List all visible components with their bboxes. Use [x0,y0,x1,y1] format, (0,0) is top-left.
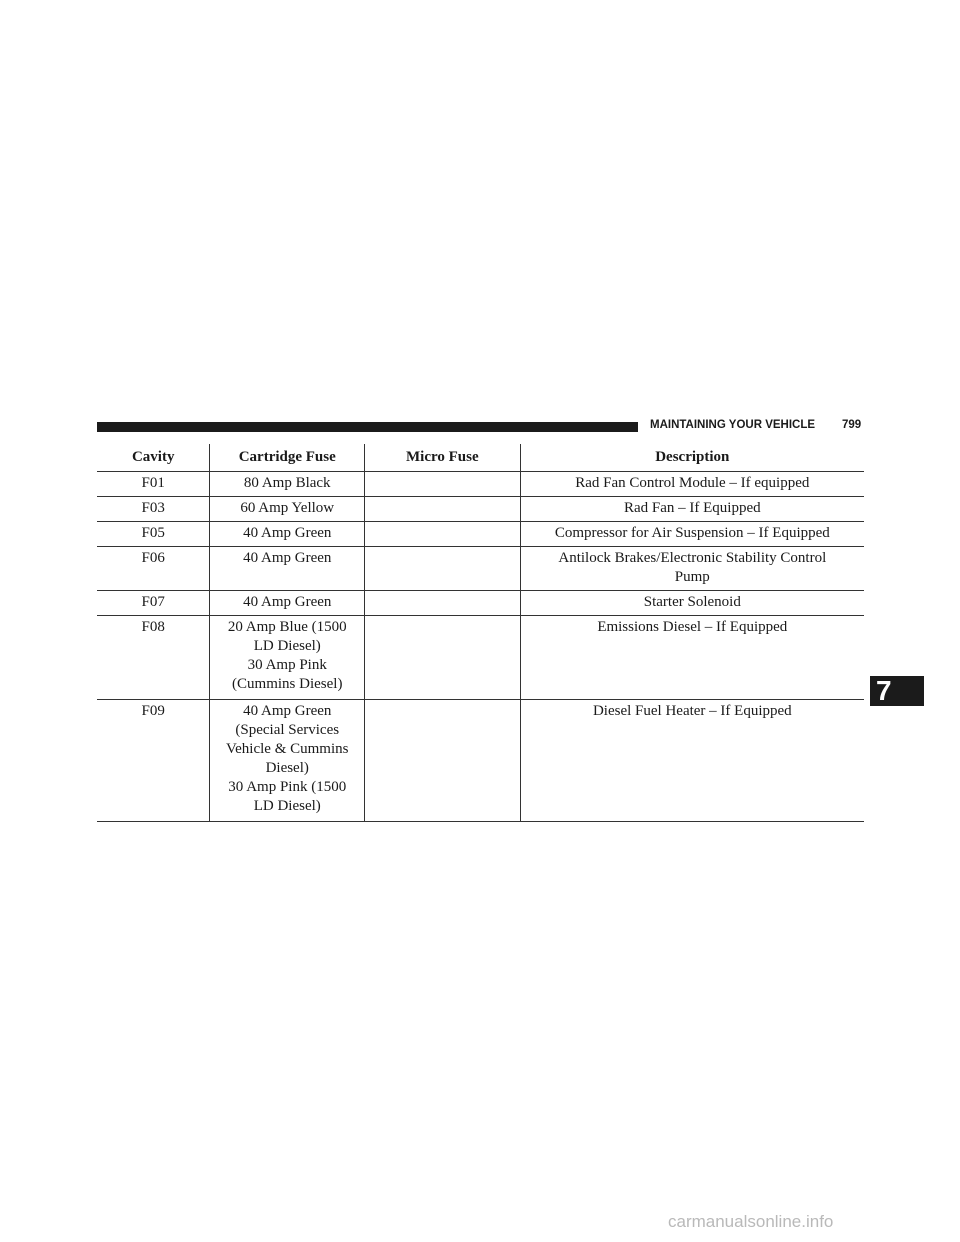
table-row [97,616,864,700]
cell-cartridge-fuse [210,472,365,497]
table-row [97,472,864,497]
fuse-table [97,444,864,822]
cell-description-line: Diesel Fuel Heater – If Equipped [592,703,792,719]
page-number: 799 [842,419,862,431]
cell-cartridge-fuse-line: 60 Amp Yellow [240,500,335,516]
header-rule [97,422,638,432]
section-title: MAINTAINING YOUR VEHICLE [650,419,816,431]
cell-cartridge-fuse [210,547,365,591]
cell-cartridge-fuse-line: 30 Amp Pink (1500 [228,779,347,795]
cell-micro-fuse [365,497,521,522]
cell-cartridge-fuse-line: (Cummins Diesel) [232,676,343,692]
cell-cartridge-fuse [210,497,365,522]
cell-micro-fuse [365,591,521,616]
cell-description-line: Rad Fan – If Equipped [623,500,761,516]
column-header-micro-fuse: Micro Fuse [365,444,521,472]
cell-cartridge-fuse-line: 40 Amp Green [243,594,332,610]
cell-description [520,700,864,822]
table-row [97,700,864,822]
cell-description-line: Pump [674,569,710,585]
cell-cartridge-fuse-line: 40 Amp Green [243,703,332,719]
cell-cartridge-fuse-line: 20 Amp Blue (1500 [227,619,347,635]
table-row [97,547,864,591]
cell-micro-fuse [365,472,521,497]
cell-cavity: F06 [141,550,165,566]
column-header-description: Description [520,444,864,472]
cell-cartridge-fuse [210,700,365,822]
cell-cartridge-fuse-line: 40 Amp Green [243,525,332,541]
table-body [97,472,864,822]
cell-cartridge-fuse-line: Vehicle & Cummins [225,741,349,757]
cell-cartridge-fuse [210,522,365,547]
cell-cartridge-fuse-line: 30 Amp Pink [247,657,327,673]
cell-cartridge-fuse [210,591,365,616]
cell-description [520,591,864,616]
cell-cavity: F08 [141,619,165,635]
chapter-tab[interactable]: 7 [870,676,924,706]
cell-cavity: F01 [141,475,165,491]
table-header-row [97,444,864,472]
cell-description [520,472,864,497]
cell-cartridge-fuse-line: 40 Amp Green [243,550,332,566]
cell-description [520,497,864,522]
cell-cavity: F03 [141,500,165,516]
cell-description [520,616,864,700]
column-header-cavity: Cavity [131,449,175,465]
table-row [97,522,864,547]
watermark: carmanualsonline.info [668,1212,834,1231]
cell-description-line: Compressor for Air Suspension – If Equipped [554,525,830,541]
cell-description-line: Antilock Brakes/Electronic Stability Control [558,550,827,566]
cell-cartridge-fuse-line: LD Diesel) [253,638,321,654]
cell-cartridge-fuse-line: Diesel) [265,760,309,776]
cell-micro-fuse [365,547,521,591]
table-row [97,497,864,522]
cell-cavity: F05 [141,525,165,541]
table-row [97,591,864,616]
cell-micro-fuse [365,616,521,700]
column-header-cartridge-fuse: Cartridge Fuse [210,444,365,472]
cell-cartridge-fuse-line: (Special Services [235,722,340,738]
cell-description-line: Emissions Diesel – If Equipped [597,619,788,635]
cell-cartridge-fuse [210,616,365,700]
cell-cartridge-fuse-line: LD Diesel) [253,798,321,814]
cell-description-line: Starter Solenoid [643,594,741,610]
cell-description [520,522,864,547]
cell-micro-fuse [365,522,521,547]
cell-description [520,547,864,591]
cell-cavity: F07 [141,594,165,610]
cell-micro-fuse [365,700,521,822]
cell-cavity: F09 [141,703,165,719]
cell-cartridge-fuse-line: 80 Amp Black [243,475,331,491]
cell-description-line: Rad Fan Control Module – If equipped [575,475,810,491]
